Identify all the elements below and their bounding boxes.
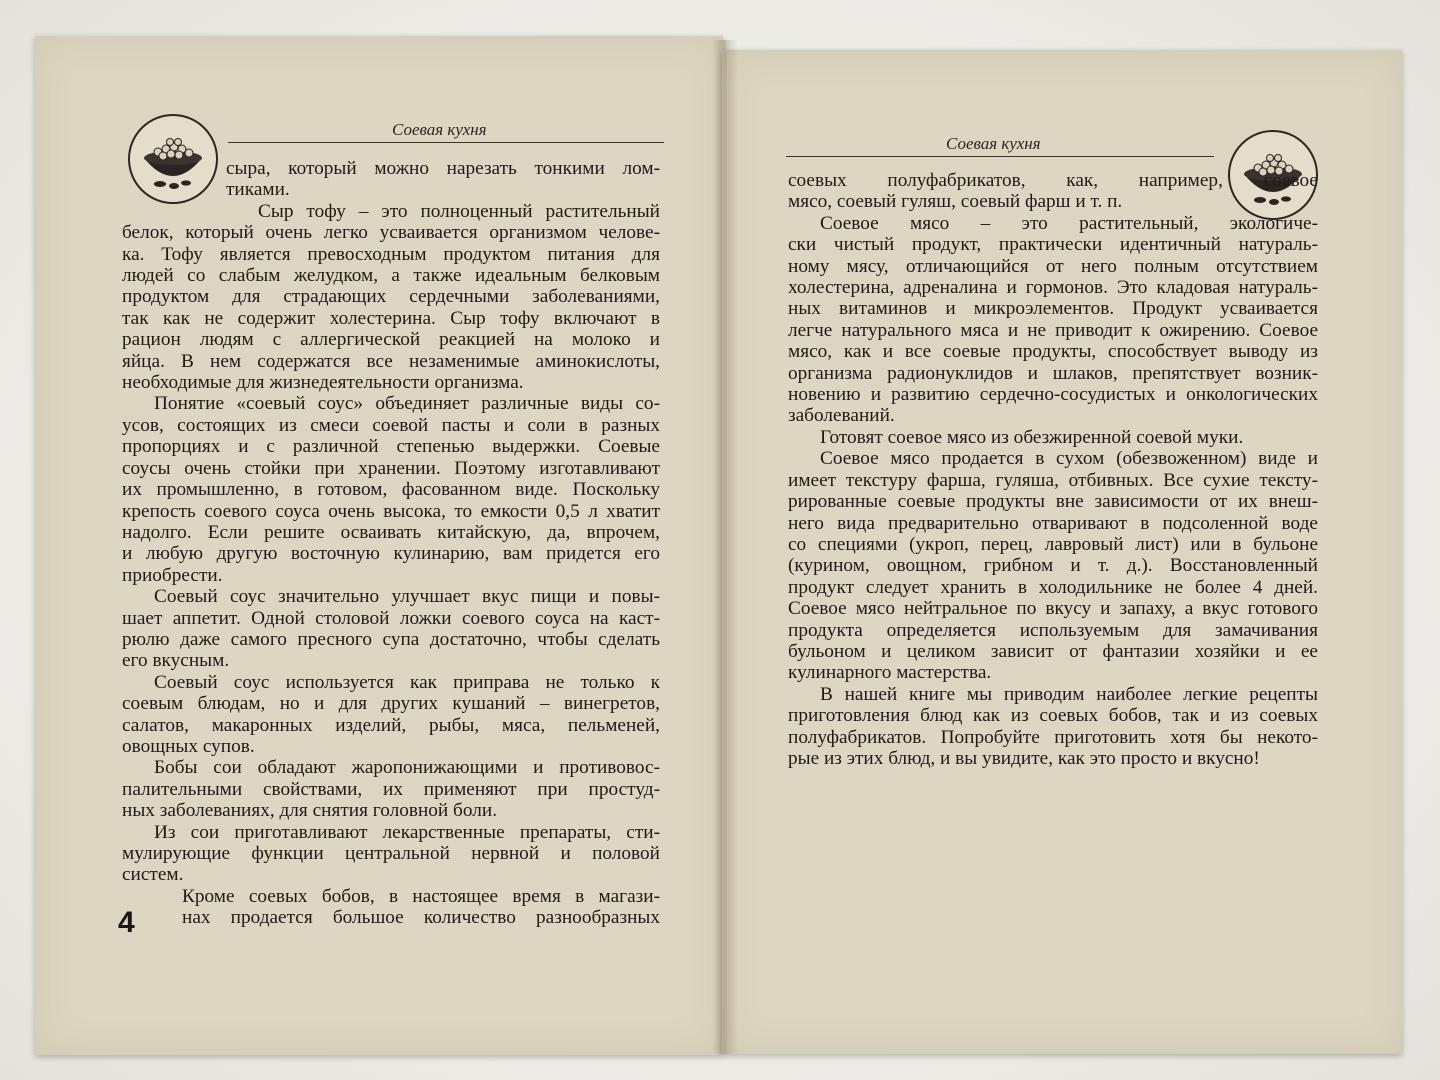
text-line: соевых полуфабрикатов, как, например, соевое xyxy=(788,170,1318,191)
text-line: надолго. Если решите осваивать китайскую, да, впрочем, xyxy=(122,521,660,543)
text-line: рированные соевые продукты вне зависимости от их внеш- xyxy=(788,491,1318,513)
text-line: Понятие «соевый соус» объединяет различные виды со- xyxy=(154,393,660,415)
text-line: имеет текстуру фарша, гуляша, отбивных. Все сухие тексту- xyxy=(788,469,1318,491)
text-line: Сыр тофу – это полноценный растительный xyxy=(258,200,660,222)
text-line: продукт следует хранить в холодильнике не более 4 дней. xyxy=(788,576,1318,598)
text-line: кулинарного мастерства. xyxy=(788,662,992,684)
text-line: систем. xyxy=(122,864,184,886)
text-line: Соевое мясо нейтральное по вкусу и запаху, а вкус готового xyxy=(788,598,1318,620)
text-line: заболеваний. xyxy=(788,405,895,427)
text-line: ных заболеваниях, для снятия головной боли. xyxy=(122,800,498,822)
text-line: ному мясу, отличающийся от него полным отсутствием xyxy=(788,255,1318,277)
text-line: организма радионуклидов и шлаков, препятствует возник- xyxy=(788,362,1318,384)
text-line: Готовят соевое мясо из обезжиренной соевой муки. xyxy=(820,426,1244,448)
text-line: продукта определяется используемым для замачивания xyxy=(788,619,1318,641)
text-line: бульоном и целиком зависит от фантазии хозяйки и ее xyxy=(788,640,1318,662)
left-page-body xyxy=(122,158,660,929)
text-line: соусы очень стойки при хранении. Поэтому изготавливают xyxy=(122,457,660,479)
text-line: него вида предварительно отваривают в подсоленной воде xyxy=(788,512,1318,534)
text-line: легче натурального мяса и не приводит к ожирению. Соевое xyxy=(788,319,1318,341)
text-line: нах продается большое количество разнообразных xyxy=(182,907,660,929)
text-line: рые из этих блюд, и вы увидите, как это просто и вкусно! xyxy=(788,747,1260,769)
text-line: соевым блюдам, но и для других кушаний – винегретов, xyxy=(122,693,660,715)
text-line: мясо, соевый гуляш, соевый фарш и т. п. xyxy=(788,191,1123,213)
text-line: ка. Тофу является превосходным продуктом питания для xyxy=(122,243,660,265)
text-line: В нашей книге мы приводим наиболее легкие рецепты xyxy=(820,683,1318,705)
text-line: так как не содержит холестерина. Сыр тофу включают в xyxy=(122,307,660,329)
text-line: людей со слабым желудком, а также идеальным белковым xyxy=(122,265,660,287)
text-line: сыра, который можно нарезать тонкими лом- xyxy=(226,158,660,179)
text-line: Соевое мясо – это растительный, экологиче- xyxy=(820,212,1318,234)
text-line: новению и развитию сердечно-сосудистых и онкологических xyxy=(788,384,1318,406)
text-line: приобрести. xyxy=(122,564,223,586)
text-line: усов, состоящих из смеси соевой пасты и соли в разных xyxy=(122,414,660,436)
text-line: рюлю даже самого пресного супа достаточно, чтобы сделать xyxy=(122,628,660,650)
text-line: тиками. xyxy=(226,179,290,201)
book-spine xyxy=(712,40,738,1054)
text-line: Соевое мясо продается в сухом (обезвоженном) виде и xyxy=(820,448,1318,470)
text-line: и любую другую восточную кулинарию, вам придется его xyxy=(122,543,660,565)
text-line: Соевый соус используется как приправа не только к xyxy=(154,671,660,693)
text-line: мулирующие функции центральной нервной и половой xyxy=(122,843,660,864)
text-line: ных витаминов и микроэлементов. Продукт усваивается xyxy=(788,298,1318,320)
text-line: яйца. В нем содержатся все незаменимые аминокислоты, xyxy=(122,350,660,372)
text-line: овощных супов. xyxy=(122,735,255,757)
text-line: продуктом для страдающих сердечными заболеваниями, xyxy=(122,286,660,308)
left-header-rule xyxy=(228,142,664,143)
text-line: Соевый соус значительно улучшает вкус пищи и повы- xyxy=(154,586,660,608)
text-line: мясо, как и все соевые продукты, способствует выводу из xyxy=(788,341,1318,363)
text-line: приготовления блюд как из соевых бобов, так и из соевых xyxy=(788,705,1318,727)
text-line: белок, который очень легко усваивается организмом челове- xyxy=(122,222,660,244)
text-line: палительными свойствами, их применяют при простуд- xyxy=(122,778,660,800)
text-line: Кроме соевых бобов, в настоящее время в магази- xyxy=(182,885,660,907)
right-running-header: Соевая кухня xyxy=(946,134,1041,153)
page-number: 4 xyxy=(118,906,135,939)
text-line: (курином, овощном, грибном и т. д.). Восстановленный xyxy=(788,555,1318,577)
text-line: ски чистый продукт, практически идентичный натураль- xyxy=(788,234,1318,256)
text-line: пропорциях и с различной степенью выдержки. Соевые xyxy=(122,436,660,458)
text-line: рацион людям с аллергической реакцией на молоко и xyxy=(122,329,660,351)
text-line: Бобы сои обладают жаропонижающими и противовос- xyxy=(154,757,660,779)
text-line: Из сои приготавливают лекарственные препараты, сти- xyxy=(154,821,660,843)
text-line: шает аппетит. Одной столовой ложки соевого соуса на каст- xyxy=(122,607,660,629)
text-line: крепость соевого соуса очень высока, то емкости 0,5 л хватит xyxy=(122,500,660,522)
text-line: полуфабрикатов. Попробуйте приготовить хотя бы некото- xyxy=(788,726,1318,748)
text-line: необходимые для жизнедеятельности организма. xyxy=(122,372,524,394)
right-page-body xyxy=(788,170,1318,769)
left-running-header: Соевая кухня xyxy=(392,120,487,139)
text-line: со специями (укроп, перец, лавровый лист) или в бульоне xyxy=(788,533,1318,555)
text-line: их промышленно, в готовом, фасованном виде. Поскольку xyxy=(122,479,660,501)
text-line: его вкусным. xyxy=(122,650,230,672)
right-header-rule xyxy=(786,156,1214,157)
text-line: холестерина, адреналина и гормонов. Это кладовая натураль- xyxy=(788,277,1318,299)
text-line: салатов, макаронных изделий, рыбы, мяса, пельменей, xyxy=(122,714,660,736)
